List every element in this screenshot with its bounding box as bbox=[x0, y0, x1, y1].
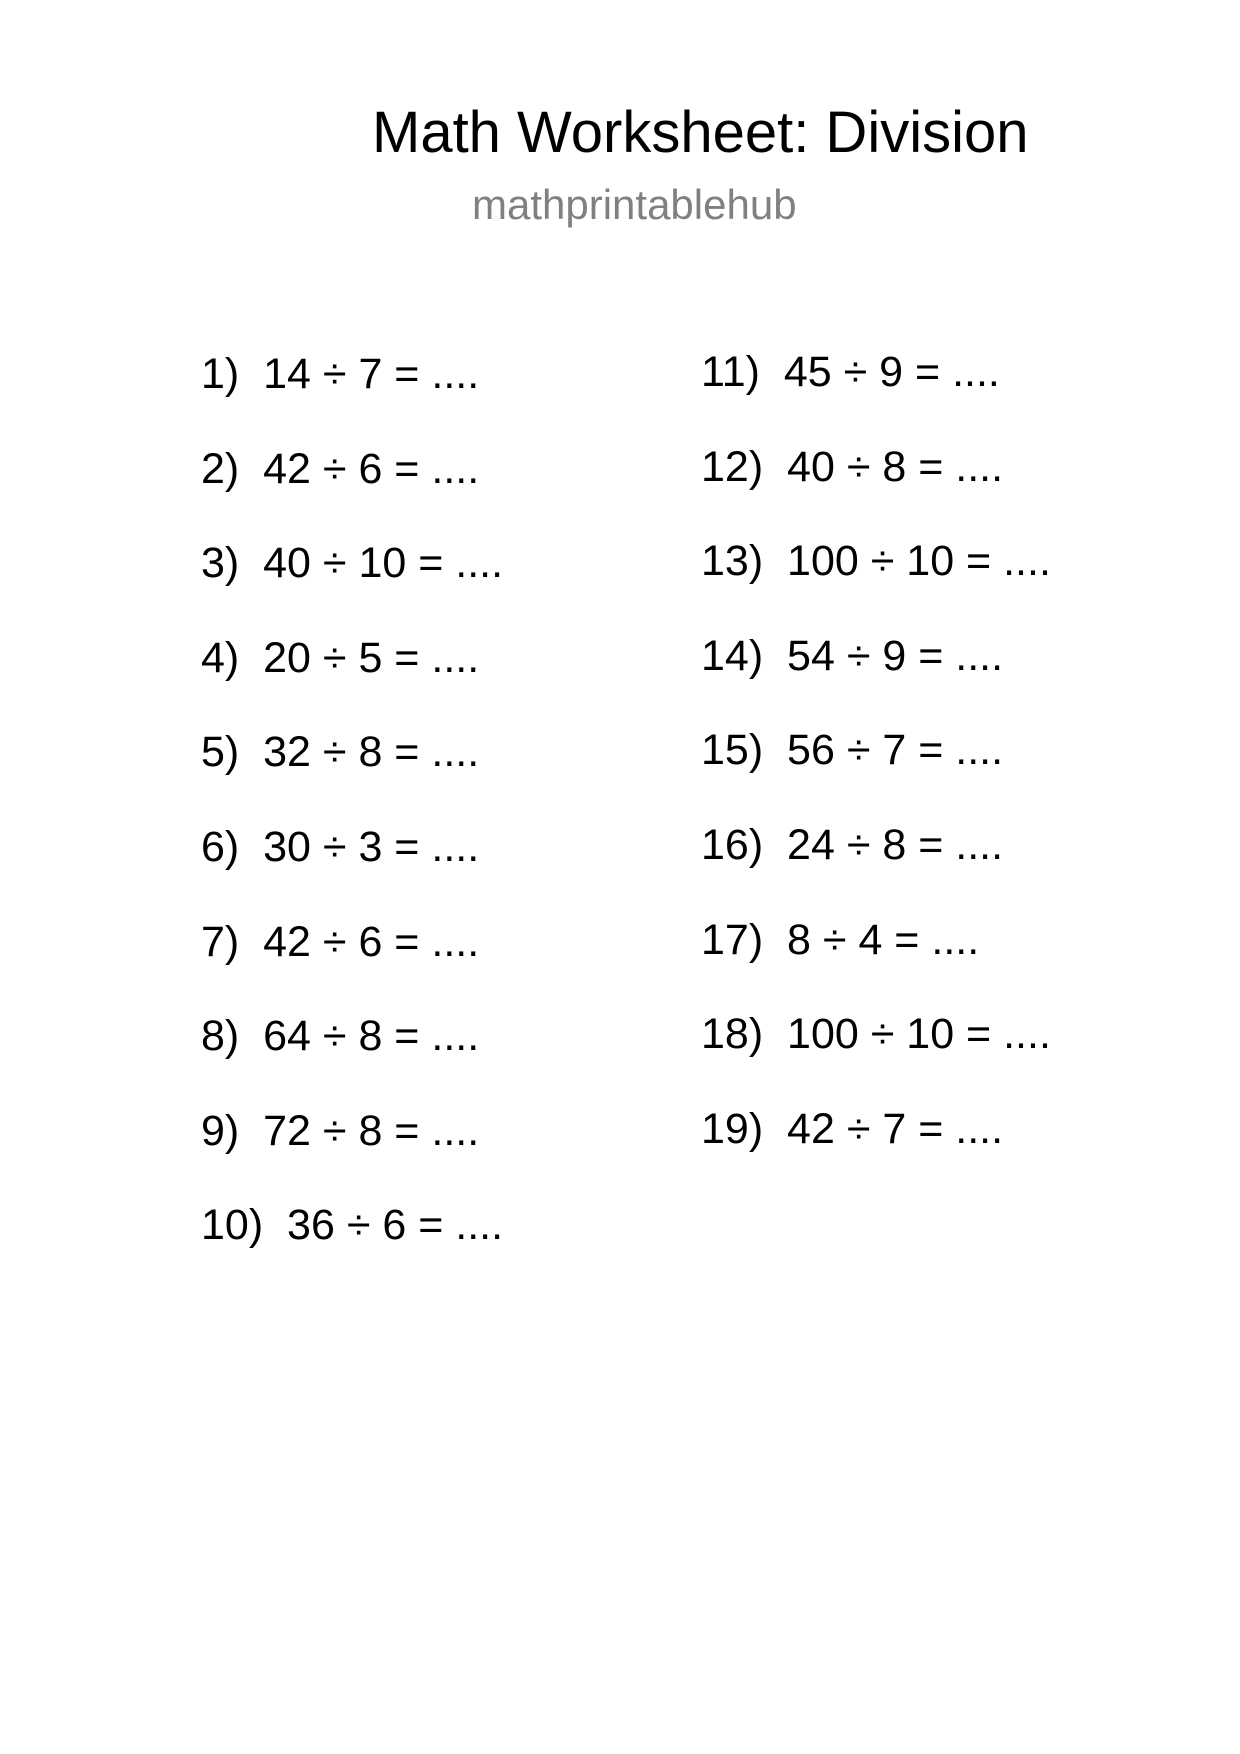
problem-item-3: 3) 40 ÷ 10 = .... bbox=[201, 539, 504, 588]
problem-item-18: 18) 100 ÷ 10 = .... bbox=[701, 1010, 1051, 1059]
problem-item-4: 4) 20 ÷ 5 = .... bbox=[201, 633, 480, 682]
problem-item-2: 2) 42 ÷ 6 = .... bbox=[201, 444, 480, 493]
problem-item-6: 6) 30 ÷ 3 = .... bbox=[201, 823, 480, 871]
problem-item-15: 15) 56 ÷ 7 = .... bbox=[701, 726, 1004, 775]
problem-item-12: 12) 40 ÷ 8 = .... bbox=[701, 442, 1004, 491]
problem-item-14: 14) 54 ÷ 9 = .... bbox=[701, 631, 1004, 680]
problem-item-1: 1) 14 ÷ 7 = .... bbox=[201, 350, 480, 398]
problem-item-17: 17) 8 ÷ 4 = .... bbox=[701, 915, 980, 964]
problem-item-7: 7) 42 ÷ 6 = .... bbox=[201, 917, 480, 966]
problem-item-11: 11) 45 ÷ 9 = .... bbox=[701, 348, 1000, 396]
problem-item-13: 13) 100 ÷ 10 = .... bbox=[701, 537, 1051, 586]
problem-item-16: 16) 24 ÷ 8 = .... bbox=[701, 821, 1004, 869]
problem-item-5: 5) 32 ÷ 8 = .... bbox=[201, 728, 480, 777]
worksheet-subtitle: mathprintablehub bbox=[472, 181, 797, 228]
problem-item-9: 9) 72 ÷ 8 = .... bbox=[201, 1106, 480, 1155]
problem-item-10: 10) 36 ÷ 6 = .... bbox=[201, 1201, 504, 1250]
worksheet-title: Math Worksheet: Division bbox=[372, 100, 1029, 165]
problem-item-8: 8) 64 ÷ 8 = .... bbox=[201, 1012, 480, 1061]
problem-item-19: 19) 42 ÷ 7 = .... bbox=[701, 1104, 1004, 1153]
